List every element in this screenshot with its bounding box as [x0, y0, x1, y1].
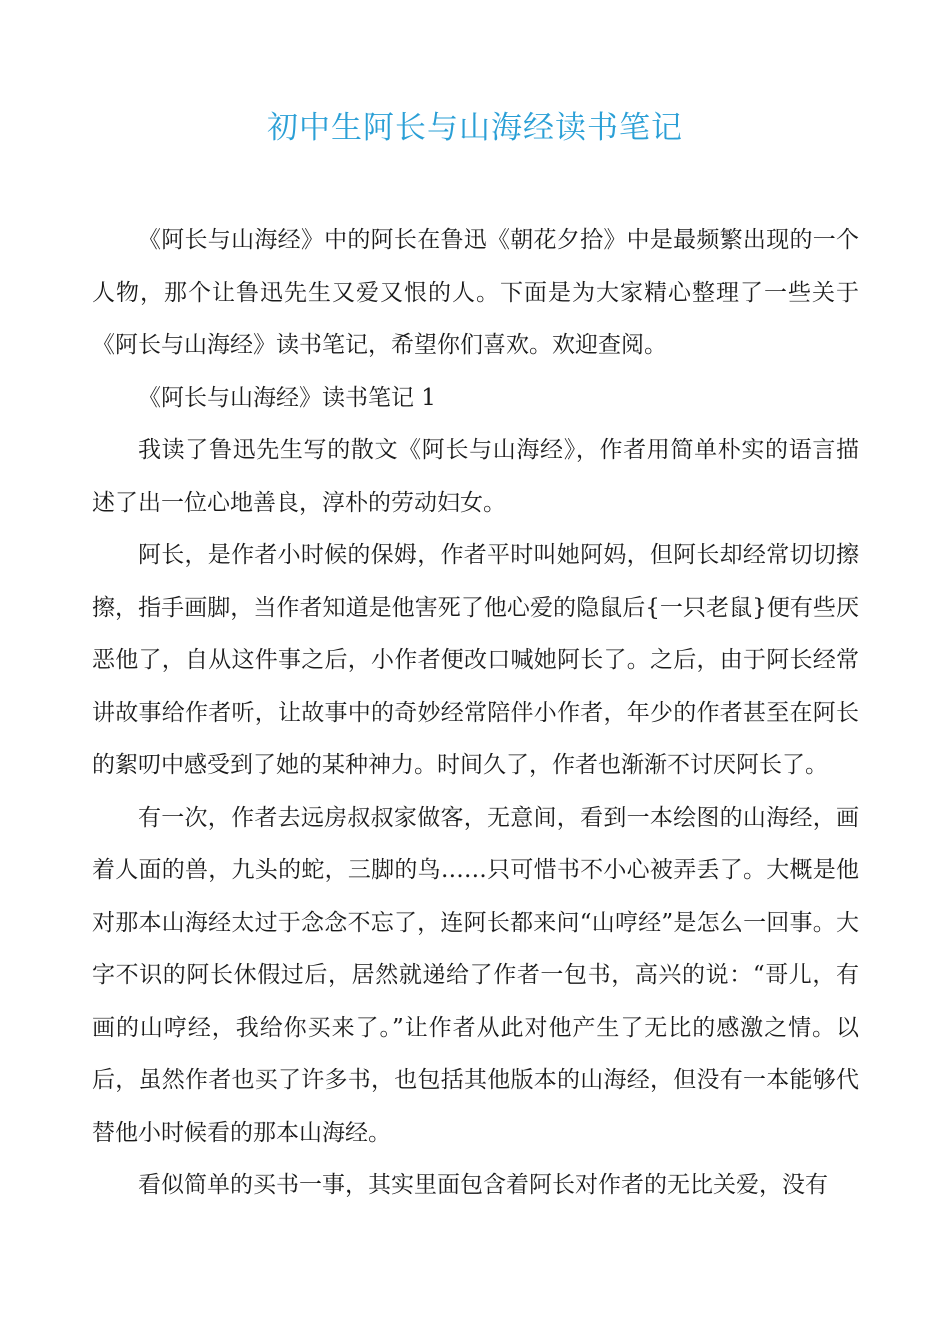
section-heading: 《阿长与山海经》读书笔记 1 [138, 384, 436, 411]
paragraph: 有一次，作者去远房叔叔家做客，无意间，看到一本绘图的山海经，画着人面的兽，九头的蛇，三脚的鸟……只可惜书不小心被弄丢了。大概是他对那本山海经太过于念念不忘了，连阿长都来问“山哼经”是怎么一回事。大字不识的阿长休假过后，居然就递给了作者一包书，高兴的说：“哥儿，有画的山哼经，我给你买来了。”让作者从此对他产生了无比的感激之情。以后，虽然作者也买了许多书，也包括其他版本的山海经，但没有一本能够代替他小时候看的那本山海经。 [92, 804, 859, 1146]
paragraph: 看似简单的买书一事，其实里面包含着阿长对作者的无比关爱，没有 [138, 1172, 828, 1198]
paragraph: 我读了鲁迅先生写的散文《阿长与山海经》，作者用简单朴实的语言描述了出一位心地善良，淳朴的劳动妇女。 [92, 437, 859, 516]
document-body [92, 214, 859, 1212]
paragraph-intro: 《阿长与山海经》中的阿长在鲁迅《朝花夕拾》中是最频繁出现的一个人物，那个让鲁迅先生又爱又恨的人。下面是为大家精心整理了一些关于《阿长与山海经》读书笔记，希望你们喜欢。欢迎查阅。 [92, 227, 859, 358]
paragraph: 阿长，是作者小时候的保姆，作者平时叫她阿妈，但阿长却经常切切擦擦，指手画脚，当作者知道是他害死了他心爱的隐鼠后{一只老鼠}便有些厌恶他了，自从这件事之后，小作者便改口喊她阿长了。之后，由于阿长经常讲故事给作者听，让故事中的奇妙经常陪伴小作者，年少的作者甚至在阿长的絮叨中感受到了她的某种神力。时间久了，作者也渐渐不讨厌阿长了。 [92, 542, 859, 778]
document-title: 初中生阿长与山海经读书笔记 [267, 110, 683, 146]
